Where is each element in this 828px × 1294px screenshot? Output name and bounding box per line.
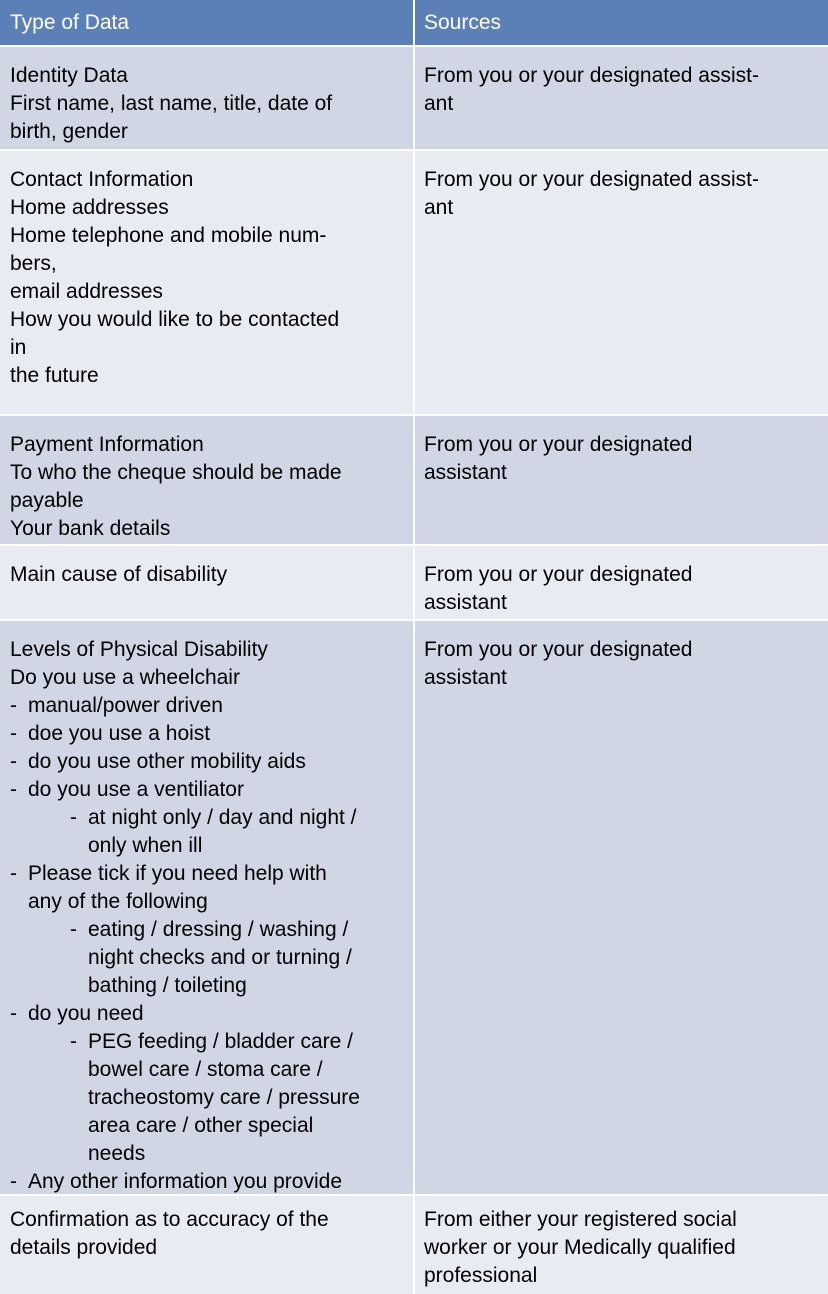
- source-cell: [415, 546, 828, 619]
- sub-item-line: bathing / toileting: [88, 974, 247, 997]
- type-line: Do you use a wheelchair: [10, 666, 240, 689]
- source-cell: [415, 1196, 828, 1294]
- item-line: any of the following: [28, 890, 208, 913]
- source-line: From you or your designated assist-: [424, 64, 759, 87]
- type-line: Levels of Physical Disability: [10, 638, 268, 661]
- list-item: - do you use other mobility aids: [10, 748, 403, 776]
- sub-item-line: only when ill: [88, 834, 203, 857]
- type-cell: [0, 621, 413, 1194]
- type-cell: [0, 546, 413, 619]
- type-line: in: [10, 336, 27, 359]
- table-row: [0, 621, 828, 1194]
- sub-item-line: tracheostomy care / pressure: [88, 1086, 360, 1109]
- source-line: assistant: [424, 461, 507, 484]
- header-type-of-data: Type of Data: [0, 0, 413, 45]
- type-cell: [0, 151, 413, 414]
- source-line: From you or your designated assist-: [424, 168, 759, 191]
- list-item: - do you need: [10, 1000, 403, 1028]
- type-line: bers,: [10, 252, 57, 275]
- table-row: [0, 151, 828, 414]
- type-line: Identity Data: [10, 64, 128, 87]
- source-line: From you or your designated: [424, 563, 693, 586]
- sub-item-line: - at night only / day and night /: [88, 806, 357, 829]
- sub-item-line: area care / other special: [88, 1114, 314, 1137]
- source-cell: [415, 151, 828, 414]
- item-line: - Please tick if you need help with: [28, 862, 327, 885]
- type-line: Home addresses: [10, 196, 169, 219]
- sub-list-item: [10, 1028, 403, 1168]
- type-line: Main cause of disability: [10, 563, 228, 586]
- source-line: ant: [424, 196, 454, 219]
- type-line: First name, last name, title, date of: [10, 92, 333, 115]
- source-line: From you or your designated: [424, 638, 693, 661]
- sub-item-line: bowel care / stoma care /: [88, 1058, 323, 1081]
- type-cell: [0, 47, 413, 149]
- type-cell: [0, 1196, 413, 1294]
- sub-list-item: [10, 916, 403, 1000]
- source-line: ant: [424, 92, 454, 115]
- type-line: Confirmation as to accuracy of the: [10, 1208, 329, 1231]
- source-line: From either your registered social: [424, 1208, 737, 1231]
- source-line: From you or your designated: [424, 433, 693, 456]
- sub-item-line: needs: [88, 1142, 146, 1165]
- table-row: [0, 546, 828, 619]
- list-item: [10, 860, 403, 916]
- header-sources: Sources: [415, 0, 828, 45]
- type-line: Home telephone and mobile num-: [10, 224, 327, 247]
- type-line: the future: [10, 364, 99, 387]
- source-cell: [415, 621, 828, 1194]
- source-line: worker or your Medically qualified: [424, 1236, 736, 1259]
- source-line: professional: [424, 1264, 538, 1287]
- list-item: - doe you use a hoist: [10, 720, 403, 748]
- type-line: Contact Information: [10, 168, 194, 191]
- sub-item-line: - eating / dressing / washing /: [88, 918, 349, 941]
- type-line: To who the cheque should be made: [10, 461, 342, 484]
- list-item: - Any other information you provide: [10, 1168, 403, 1196]
- type-line: email addresses: [10, 280, 163, 303]
- sub-item-line: night checks and or turning /: [88, 946, 352, 969]
- source-cell: [415, 416, 828, 544]
- table-row: [0, 416, 828, 544]
- sub-list-item: [10, 804, 403, 860]
- source-cell: [415, 47, 828, 149]
- type-cell: [0, 416, 413, 544]
- type-line: payable: [10, 489, 84, 512]
- type-line: details provided: [10, 1236, 158, 1259]
- source-line: assistant: [424, 591, 507, 614]
- list-item: - manual/power driven: [10, 692, 403, 720]
- type-line: Payment Information: [10, 433, 204, 456]
- table-row: [0, 47, 828, 149]
- type-line: birth, gender: [10, 120, 128, 143]
- table-row: [0, 1196, 828, 1294]
- source-line: assistant: [424, 666, 507, 689]
- list-item: - do you use a ventiliator: [10, 776, 403, 804]
- type-line: How you would like to be contacted: [10, 308, 340, 331]
- type-line: Your bank details: [10, 517, 171, 540]
- sub-item-line: - PEG feeding / bladder care /: [88, 1030, 353, 1053]
